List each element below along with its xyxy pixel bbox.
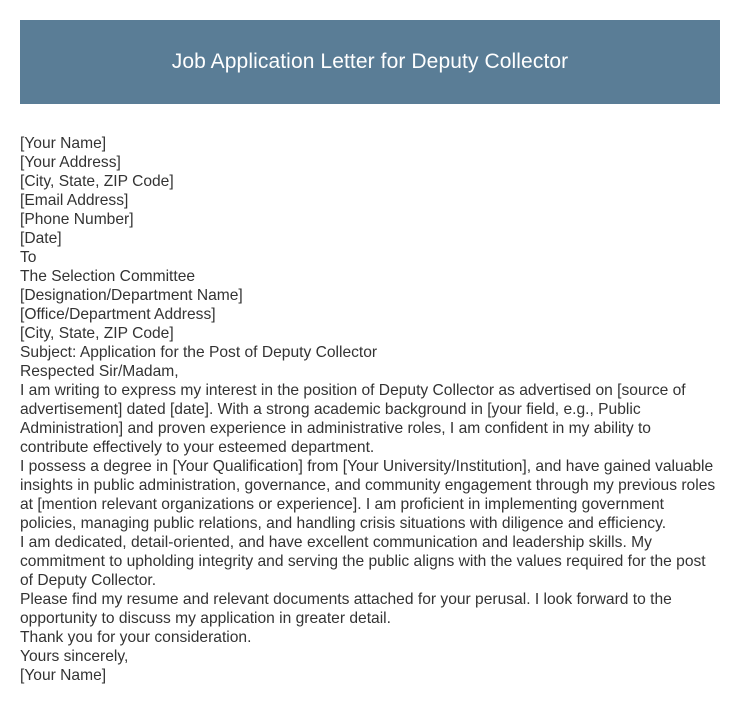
body-paragraph-thanks: Thank you for your consideration. <box>20 629 252 646</box>
sender-city-state-zip: [City, State, ZIP Code] <box>20 173 174 190</box>
letter-salutation: Respected Sir/Madam, <box>20 363 179 380</box>
sender-phone: [Phone Number] <box>20 211 134 228</box>
body-paragraph-attachments: Please find my resume and relevant documents attached for your perusal. I look forward to the opportunity to discuss my application in greater detail. <box>20 591 672 627</box>
recipient-office-address: [Office/Department Address] <box>20 306 216 323</box>
recipient-city-state-zip: [City, State, ZIP Code] <box>20 325 174 342</box>
letter-subject: Subject: Application for the Post of Deputy Collector <box>20 344 378 361</box>
page-title: Job Application Letter for Deputy Collector <box>171 50 569 73</box>
body-paragraph-intro: I am writing to express my interest in the position of Deputy Collector as advertised on [source of advertisement] dated [date]. With a strong academic background in [your field, e.g., Public Administration] and proven experience in administrative roles, I am confident in my ability to contribute effectively to your esteemed department. <box>20 382 686 456</box>
letter-closing: Yours sincerely, <box>20 648 129 665</box>
sender-address: [Your Address] <box>20 154 121 171</box>
letter-signature: [Your Name] <box>20 667 107 684</box>
recipient-designation: [Designation/Department Name] <box>20 287 243 304</box>
recipient-committee: The Selection Committee <box>20 268 196 285</box>
title-banner <box>20 20 720 104</box>
letter-body <box>20 134 720 685</box>
body-paragraph-qualifications: I possess a degree in [Your Qualification] from [Your University/Institution], and have gained valuable insights in public administration, governance, and community engagement through my previous roles at [mention relevant organizations or experience]. I am proficient in implementing government policies, managing public relations, and handling crisis situations with diligence and efficiency. <box>20 458 716 532</box>
letter-date: [Date] <box>20 230 62 247</box>
body-paragraph-skills: I am dedicated, detail-oriented, and have excellent communication and leadership skills. My commitment to upholding integrity and serving the public aligns with the values required for the post of Deputy Collector. <box>20 534 706 589</box>
sender-name: [Your Name] <box>20 135 107 152</box>
recipient-to: To <box>20 249 37 266</box>
sender-email: [Email Address] <box>20 192 129 209</box>
